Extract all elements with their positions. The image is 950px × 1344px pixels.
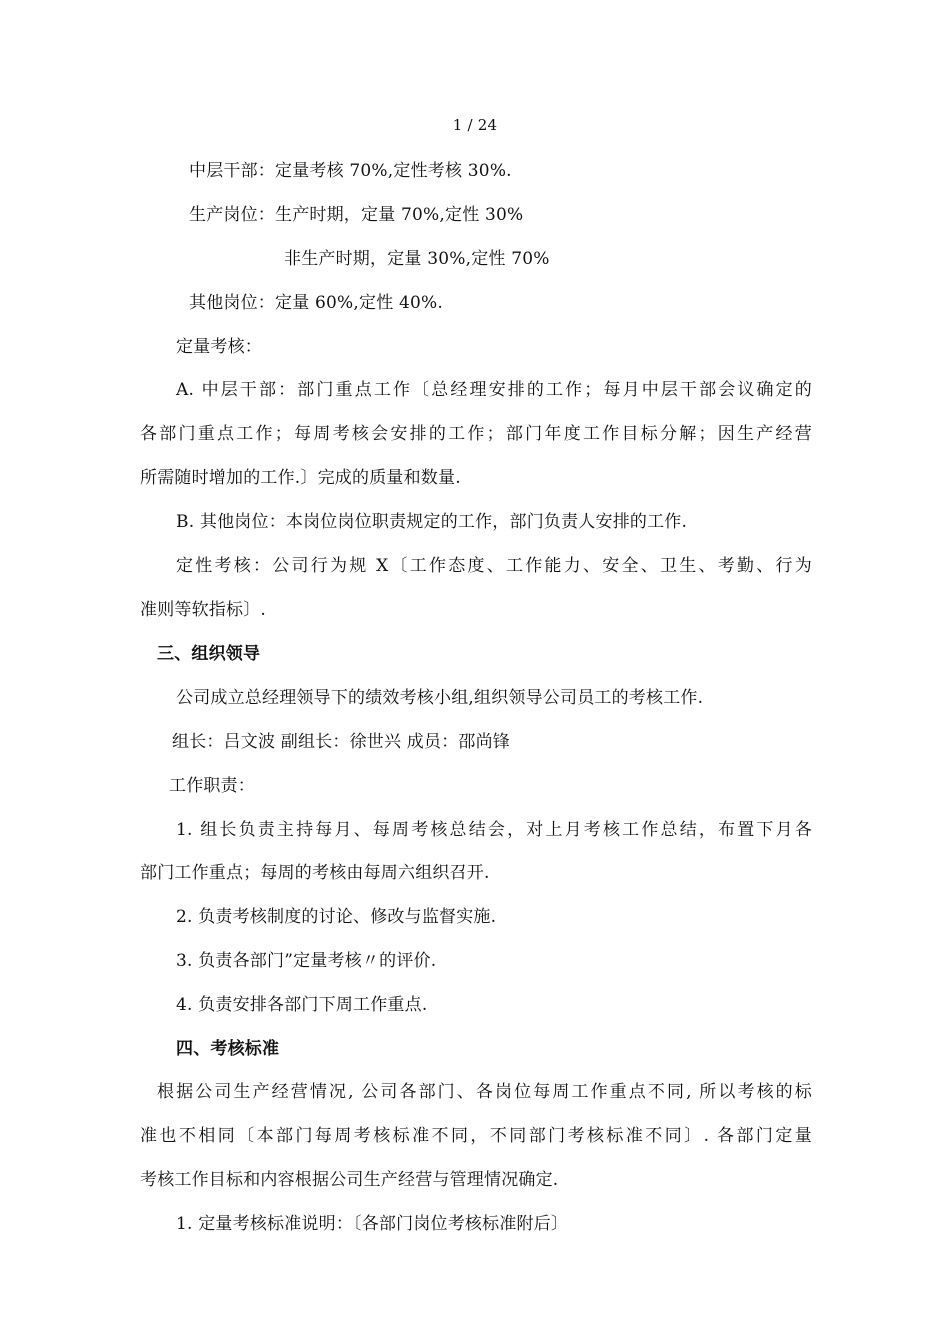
duty-3: 3. 负责各部门”定量考核〃的评价. (176, 951, 437, 971)
duty-1-line-1: 1. 组长负责主持每月、每周考核总结会，对上月考核工作总结，布置下月各 (176, 820, 812, 840)
qualitative-line-1: 定性考核：公司行为规 X〔工作态度、工作能力、安全、卫生、考勤、行为 (176, 556, 812, 576)
page-number: 1 / 24 (452, 116, 498, 134)
ratio-other-posts: 其他岗位：定量 60%,定性 40%. (189, 293, 443, 313)
paragraph-a-line-2: 各部门重点工作；每周考核会安排的工作；部门年度工作目标分解；因生产经营 (140, 424, 812, 444)
paragraph-a-line-1: A. 中层干部：部门重点工作〔总经理安排的工作；每月中层干部会议确定的 (176, 380, 812, 400)
paragraph-a-line-3: 所需随时增加的工作.〕完成的质量和数量. (140, 468, 461, 488)
section-heading-organization: 三、组织领导 (157, 644, 261, 664)
paragraph-b: B. 其他岗位：本岗位岗位职责规定的工作，部门负责人安排的工作. (176, 512, 688, 532)
section-heading-standards: 四、考核标准 (176, 1039, 280, 1059)
standards-note-1: 1. 定量考核标准说明：〔各部门岗位考核标准附后〕 (176, 1214, 569, 1234)
duties-label: 工作职责： (169, 776, 255, 796)
duty-4: 4. 负责安排各部门下周工作重点. (176, 995, 428, 1015)
ratio-production-posts: 生产岗位：生产时期，定量 70%,定性 30% (189, 205, 524, 225)
standards-line-3: 考核工作目标和内容根据公司生产经营与管理情况确定. (140, 1170, 559, 1190)
ratio-middle-managers: 中层干部：定量考核 70%,定性考核 30%. (189, 161, 512, 181)
ratio-non-production-period: 非生产时期，定量 30%,定性 70% (284, 249, 550, 269)
team-members: 组长：吕文波 副组长：徐世兴 成员：邵尚锋 (172, 732, 511, 752)
duty-2: 2. 负责考核制度的讨论、修改与监督实施. (176, 907, 497, 927)
standards-line-2: 准也不相同〔本部门每周考核标准不同，不同部门考核标准不同〕. 各部门定量 (140, 1126, 812, 1146)
quantitative-label: 定量考核： (176, 337, 262, 357)
duty-1-line-2: 部门工作重点；每周的考核由每周六组织召开. (140, 863, 490, 883)
qualitative-line-2: 准则等软指标〕. (140, 600, 267, 620)
standards-line-1: 根据公司生产经营情况, 公司各部门、各岗位每周工作重点不同, 所以考核的标 (157, 1082, 812, 1102)
organization-intro: 公司成立总经理领导下的绩效考核小组,组织领导公司员工的考核工作. (176, 688, 704, 708)
